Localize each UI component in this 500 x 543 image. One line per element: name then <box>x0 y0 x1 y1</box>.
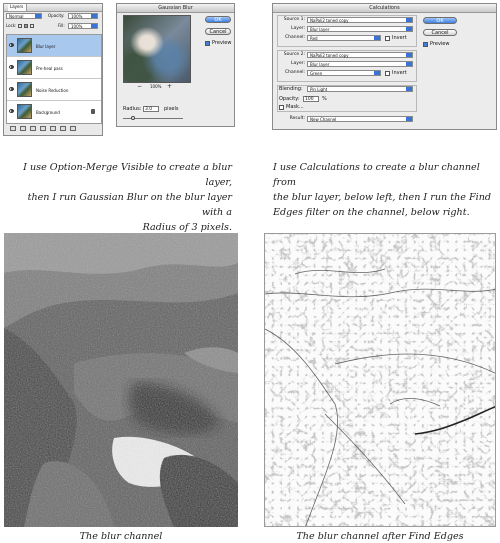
source1-label: Source 1: <box>283 17 305 22</box>
chevron-down-icon <box>374 36 380 40</box>
chevron-down-icon <box>406 27 412 31</box>
layers-tab-bar <box>4 4 102 12</box>
fill-field[interactable] <box>68 23 98 29</box>
ok-button[interactable]: OK <box>423 17 457 24</box>
channel1-value: Red <box>310 36 318 41</box>
opacity-field[interactable] <box>68 13 98 19</box>
caption-line: Edges filter on the channel, below right. <box>273 207 470 218</box>
chevron-down-icon <box>35 14 41 18</box>
caption-line: then I run Gaussian Blur on the blur layer with a <box>27 192 232 218</box>
blur-preview-image[interactable] <box>123 15 191 83</box>
layers-panel <box>3 3 103 136</box>
chevron-down-icon <box>374 71 380 75</box>
preview-checkbox[interactable] <box>423 42 428 47</box>
folder-icon[interactable] <box>50 126 56 131</box>
blur-channel-image <box>4 233 238 527</box>
chevron-down-icon <box>91 14 97 18</box>
source2-select[interactable] <box>307 52 413 58</box>
fill-value: 100% <box>71 24 83 29</box>
layer-row[interactable] <box>7 35 101 57</box>
blend-mode-select[interactable] <box>6 13 42 19</box>
preview-label: Preview <box>430 41 450 47</box>
radius-input[interactable]: 3.0 <box>143 106 159 112</box>
radius-label: Radius: <box>123 106 142 112</box>
source1-value: NaPali2 toned copy <box>310 18 349 23</box>
layer1-label: Layer: <box>291 26 305 31</box>
layer-thumbnail <box>17 104 32 119</box>
layers-tab[interactable] <box>8 4 27 11</box>
blur-channel-graphic <box>4 233 238 527</box>
blur-channel-caption: The blur channel <box>79 531 163 542</box>
blending-value: Pin Light <box>310 87 328 92</box>
channel2-label: Channel: <box>285 70 305 75</box>
right-caption <box>273 160 498 220</box>
lock-position-icon[interactable] <box>30 24 34 28</box>
eye-icon[interactable] <box>9 65 14 69</box>
layer-name: Noise Reduction <box>36 88 69 93</box>
source1-select[interactable] <box>307 17 413 23</box>
channel2-value: Green <box>310 71 323 76</box>
eye-icon[interactable] <box>9 43 14 47</box>
caption-line: the blur layer, below left, then I run the Find <box>273 192 492 203</box>
blending-select[interactable] <box>307 86 413 92</box>
fx-icon[interactable] <box>20 126 26 131</box>
layer-thumbnail <box>17 60 32 75</box>
chevron-down-icon <box>406 87 412 91</box>
caption-line: I use Calculations to create a blur channel from <box>273 162 480 188</box>
result-label: Result: <box>289 116 305 121</box>
layer-name: Background <box>36 110 60 115</box>
channel1-select[interactable] <box>307 35 381 41</box>
opacity-input[interactable]: 100 <box>303 96 319 102</box>
layer-name: Blur layer <box>36 44 56 49</box>
invert1-label: Invert <box>392 35 407 41</box>
layers-tab-label: Layers <box>10 4 24 9</box>
channel2-select[interactable] <box>307 70 381 76</box>
result-value: New Channel <box>310 117 337 122</box>
lock-icon <box>91 109 95 114</box>
layer-row[interactable] <box>7 101 101 123</box>
dialog-title: Gaussian Blur <box>117 4 234 13</box>
mask-checkbox[interactable] <box>279 105 284 110</box>
channel1-label: Channel: <box>285 35 305 40</box>
opacity-label: Opacity: <box>48 13 65 18</box>
layer-row[interactable] <box>7 79 101 101</box>
ok-button[interactable]: OK <box>205 16 231 23</box>
layers-list <box>6 34 102 124</box>
blend-mode-value: Normal <box>9 14 24 19</box>
chevron-down-icon <box>406 18 412 22</box>
lock-transparency-icon[interactable] <box>18 24 22 28</box>
dialog-title: Calculations <box>273 4 496 13</box>
opacity-value: 100% <box>71 14 83 19</box>
fill-label: Fill: <box>58 23 65 28</box>
blending-label: Blending: <box>279 86 303 92</box>
layer2-value: Blur layer <box>310 62 330 67</box>
mask-label: Mask... <box>286 104 304 110</box>
radius-slider-knob[interactable] <box>131 116 135 120</box>
radius-unit: pixels <box>164 106 179 112</box>
layer-row[interactable] <box>7 57 101 79</box>
invert1-checkbox[interactable] <box>385 36 390 41</box>
layer-thumbnail <box>17 82 32 97</box>
source2-label: Source 2: <box>283 52 305 57</box>
invert2-checkbox[interactable] <box>385 71 390 76</box>
adjustment-icon[interactable] <box>40 126 46 131</box>
chevron-down-icon <box>91 24 97 28</box>
lock-pixels-icon[interactable] <box>24 24 28 28</box>
opacity-label: Opacity: <box>279 96 300 102</box>
source2-value: NaPali2 toned copy <box>310 53 349 58</box>
gaussian-blur-dialog <box>116 3 235 127</box>
trash-icon[interactable] <box>70 126 76 131</box>
find-edges-caption: The blur channel after Find Edges <box>296 531 464 542</box>
layer1-select[interactable] <box>307 26 413 32</box>
new-layer-icon[interactable] <box>60 126 66 131</box>
link-icon[interactable] <box>10 126 16 131</box>
caption-line: Radius of 3 pixels. <box>142 222 232 233</box>
layer2-select[interactable] <box>307 61 413 67</box>
lock-label: Lock: <box>6 23 17 28</box>
left-caption <box>4 160 232 235</box>
layers-footer <box>6 125 100 133</box>
zoom-level: 100% <box>150 84 162 89</box>
result-select[interactable] <box>307 116 413 122</box>
chevron-down-icon <box>406 53 412 57</box>
chevron-down-icon <box>406 117 412 121</box>
zoom-in-icon[interactable]: + <box>167 83 173 90</box>
preview-checkbox[interactable] <box>205 41 210 46</box>
layer-name: Pre-heal pass <box>36 66 63 71</box>
cancel-button[interactable]: Cancel <box>423 29 457 36</box>
invert2-label: Invert <box>392 70 407 76</box>
chevron-down-icon <box>406 62 412 66</box>
eye-icon[interactable] <box>9 87 14 91</box>
preview-label: Preview <box>212 40 232 46</box>
eye-icon[interactable] <box>9 109 14 113</box>
cancel-button[interactable]: Cancel <box>205 28 231 35</box>
layer2-label: Layer: <box>291 61 305 66</box>
caption-line: I use Option-Merge Visible to create a blur layer, <box>23 162 232 188</box>
opacity-unit: % <box>322 96 327 102</box>
zoom-out-icon[interactable]: − <box>137 83 143 90</box>
find-edges-graphic <box>265 234 496 527</box>
mask-icon[interactable] <box>30 126 36 131</box>
layer-thumbnail <box>17 38 32 53</box>
layer1-value: Blur layer <box>310 27 330 32</box>
find-edges-image <box>264 233 496 527</box>
calculations-dialog <box>272 3 497 130</box>
